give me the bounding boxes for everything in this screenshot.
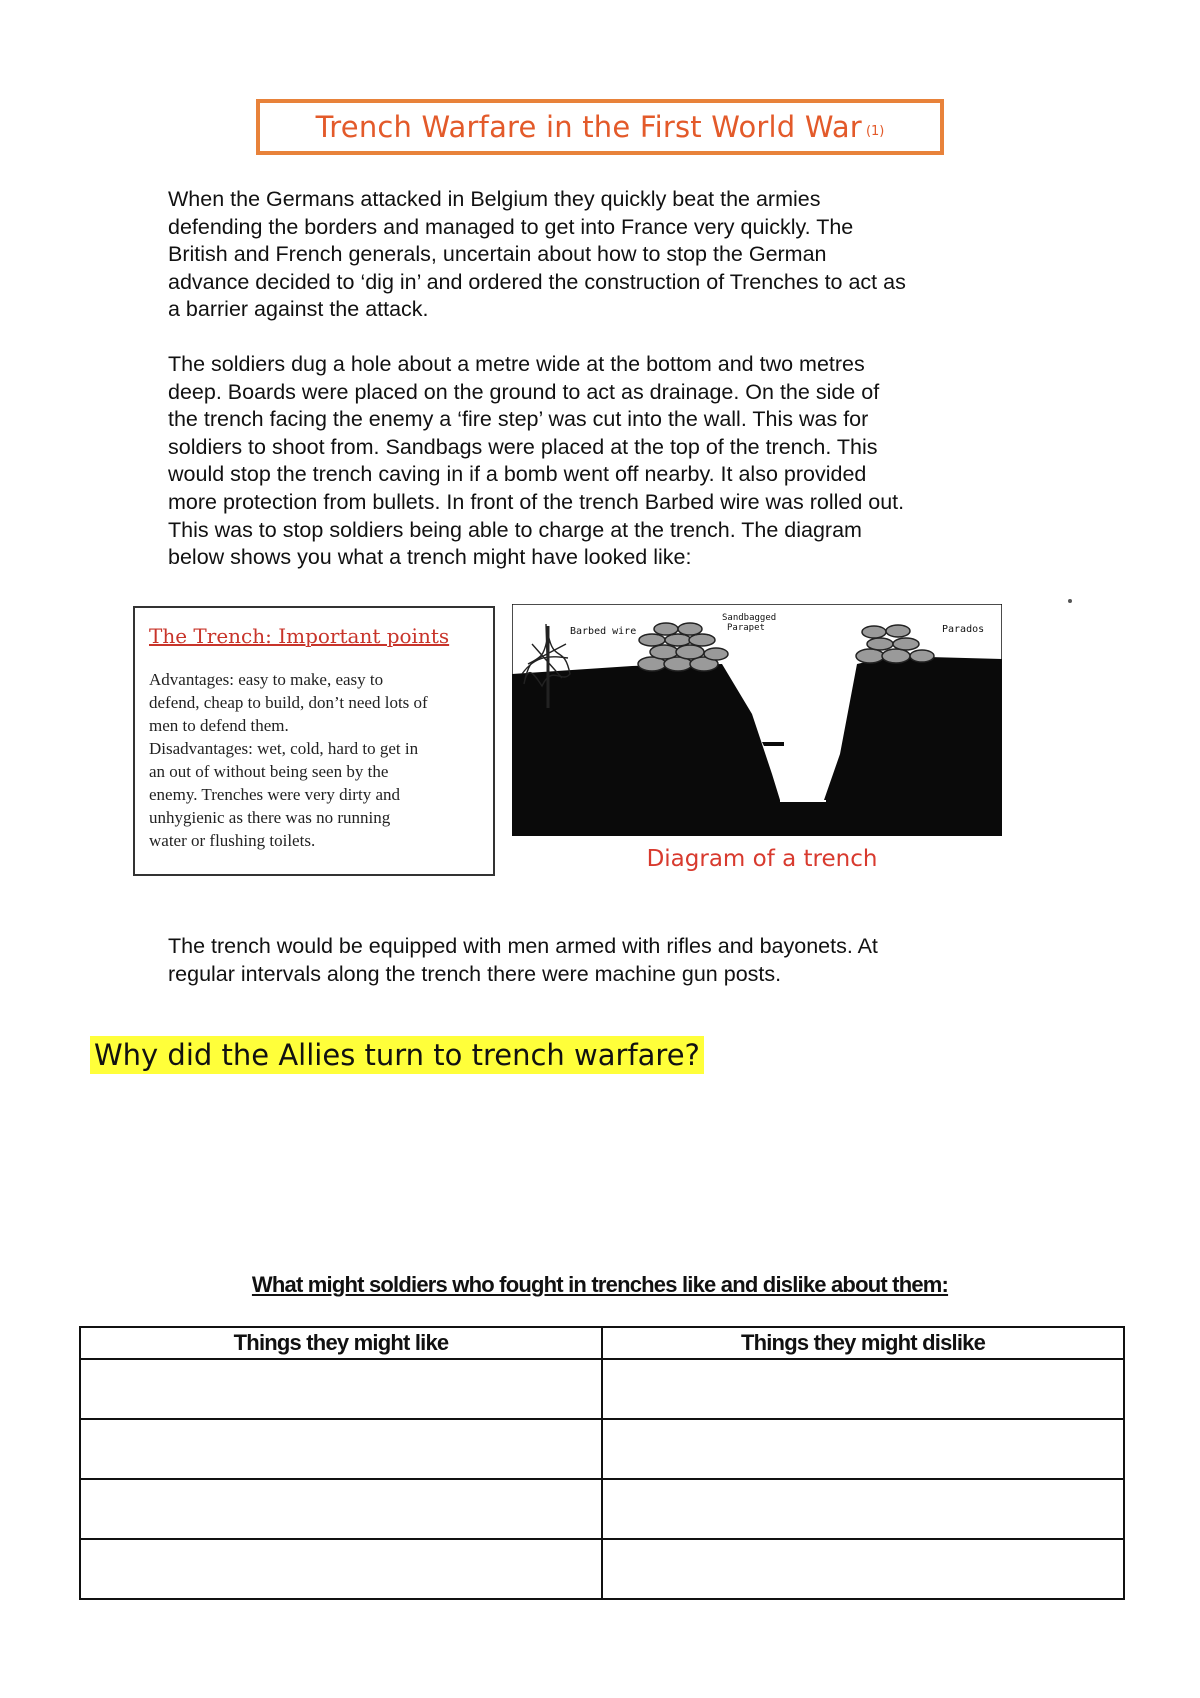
text-line: a barrier against the attack. — [168, 297, 429, 322]
page-title: Trench Warfare in the First World War — [315, 110, 862, 144]
fire-step-ledge — [762, 742, 784, 746]
table-row — [80, 1359, 1124, 1419]
duck-label: Duck — [792, 767, 814, 777]
table-header-row — [80, 1327, 1124, 1359]
text-line: men to defend them. — [149, 716, 289, 735]
text-line: the trench facing the enemy a ‘fire step’ was cut into the wall. This was for — [168, 407, 869, 432]
column-header-dislike: Things they might dislike — [602, 1327, 1124, 1359]
text-line: defending the borders and managed to get into France very quickly. The — [168, 214, 854, 239]
table-row — [80, 1419, 1124, 1479]
boards-label: Boards — [788, 778, 821, 788]
answer-cell[interactable] — [602, 1539, 1124, 1599]
text-line: enemy. Trenches were very dirty and — [149, 785, 400, 804]
answer-cell[interactable] — [602, 1479, 1124, 1539]
equipment-paragraph — [168, 933, 1008, 988]
intro-paragraph — [168, 186, 1008, 324]
table-row — [80, 1539, 1124, 1599]
text-line: more protection from bullets. In front of the trench Barbed wire was rolled out. — [168, 489, 905, 514]
table-heading: What might soldiers who fought in trenches like and dislike about them: — [251, 1272, 949, 1297]
answer-cell[interactable] — [80, 1479, 602, 1539]
parapet-label: Parapet — [727, 623, 765, 633]
text-line: British and French generals, uncertain about how to stop the German — [168, 242, 827, 267]
answer-cell[interactable] — [80, 1419, 602, 1479]
important-points-title: The Trench: Important points — [149, 624, 450, 648]
answer-cell[interactable] — [80, 1539, 602, 1599]
text-line: water or flushing toilets. — [149, 831, 316, 850]
like-dislike-table — [79, 1326, 1125, 1600]
text-line: advance decided to ‘dig in’ and ordered the construction of Trenches to act as — [168, 269, 906, 294]
important-points-text — [149, 668, 479, 852]
sandbagged-label: Sandbagged — [722, 613, 777, 623]
answer-cell[interactable] — [80, 1359, 602, 1419]
important-points-box — [133, 606, 495, 876]
text-line: This was to stop soldiers being able to charge at the trench. The diagram — [168, 517, 862, 542]
text-line: unhygienic as there was no running — [149, 808, 391, 827]
answer-cell[interactable] — [602, 1419, 1124, 1479]
construction-paragraph — [168, 351, 1008, 572]
text-line: The soldiers dug a hole about a metre wide at the bottom and two metres — [168, 352, 865, 376]
text-line: regular intervals along the trench there were machine gun posts. — [168, 961, 782, 986]
trench-diagram — [512, 604, 1002, 836]
text-line: The trench would be equipped with men armed with rifles and bayonets. At — [168, 934, 878, 958]
text-line: defend, cheap to build, don’t need lots of — [149, 693, 428, 712]
question-highlight: Why did the Allies turn to trench warfare? — [90, 1036, 704, 1074]
text-line: would stop the trench caving in if a bomb went off nearby. It also provided — [168, 462, 867, 487]
text-line: an out of without being seen by the — [149, 762, 389, 781]
text-line: deep. Boards were placed on the ground to act as drainage. On the side of — [168, 379, 880, 404]
column-header-like: Things they might like — [80, 1327, 602, 1359]
text-line: soldiers to shoot from. Sandbags were placed at the top of the trench. This — [168, 434, 878, 459]
fire-step-label: Fire step — [766, 729, 821, 740]
speck — [1068, 599, 1072, 603]
parados-label: Parados — [942, 624, 985, 635]
diagram-caption: Diagram of a trench — [646, 846, 878, 872]
page-title-suffix: (1) — [865, 123, 885, 139]
text-line: below shows you what a trench might have looked like: — [168, 545, 692, 570]
text-line: Advantages: easy to make, easy to — [149, 670, 384, 689]
table-row — [80, 1479, 1124, 1539]
answer-cell[interactable] — [602, 1359, 1124, 1419]
barbed-wire-label: Barbed wire — [570, 626, 637, 637]
text-line: Disadvantages: wet, cold, hard to get in — [149, 739, 419, 758]
title-box — [256, 99, 944, 155]
text-line: When the Germans attacked in Belgium they quickly beat the armies — [168, 187, 821, 211]
